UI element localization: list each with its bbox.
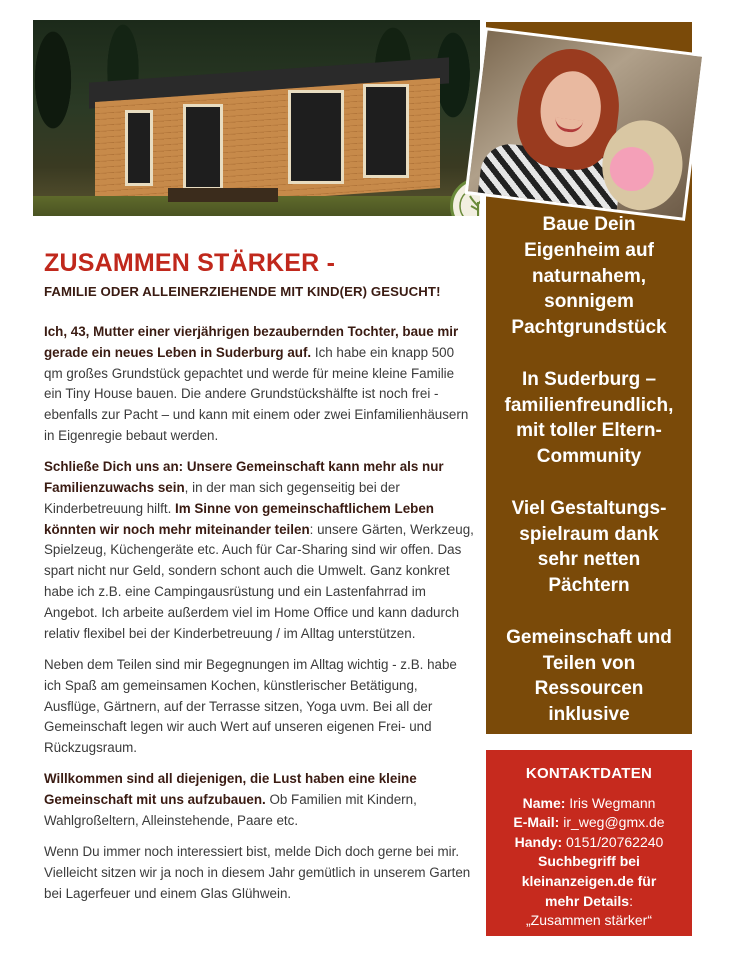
body-paragraph (44, 769, 474, 831)
contact-email-label: E-Mail: (513, 814, 560, 831)
tiny-house-photo (33, 20, 480, 216)
search-term: „Zusammen stärker“ (525, 912, 653, 929)
house-window (363, 84, 409, 178)
search-hint-bold: mehr Details (545, 892, 630, 909)
contact-phone[interactable]: 0151/20762240 (562, 833, 664, 850)
highlight-block: Viel Gestaltungs- spielraum dank sehr netten Pächtern (511, 497, 667, 597)
paragraph-text: Wenn Du immer noch interessiert bist, melde Dich doch gerne bei mir. Vielleicht sitzen wir ja noch in diesem Jahr gemütlich in unserem Garten bei Lagerfeuer und einem Glas Glühwein. (44, 844, 471, 901)
body-paragraph (44, 457, 474, 644)
search-hint-colon: : (629, 892, 633, 909)
body-paragraph (44, 655, 474, 759)
contact-phone-label: Handy: (514, 833, 563, 850)
house-door (183, 104, 223, 190)
search-hint-line (486, 892, 692, 912)
body-paragraph (44, 322, 474, 447)
paragraph-text: : unsere Gärten, Werkzeug, Spielzeug, Küchengeräte etc. Auch für Car-Sharing sind wir offen. Das spart nicht nur Geld, sondern schont auch die Umwelt. Ganz konkret habe ich z.B. eine Campingausrüstung und ein Lastenfahrrad im Angebot. Ich arbeite außerdem viel im Home Office und kann dadurch relativ flexibel bei der Kinderbetreuung / im Alltag unterstützen. (44, 521, 474, 641)
search-hint-line: Suchbegriff bei (538, 853, 640, 870)
body-paragraph (44, 842, 474, 904)
highlight-block: Baue Dein Eigenheim auf naturnahem, sonnigem Pachtgrundstück (511, 214, 667, 339)
house-window (288, 90, 344, 184)
house-deck (168, 188, 278, 202)
emphasis-text: Willkommen sind all diejenigen, die Lust haben eine kleine Gemeinschaft mit uns aufzubauen. (44, 771, 417, 808)
headline: ZUSAMMEN STÄRKER - (44, 249, 336, 277)
emphasis-text: Schließe Dich uns an: Unsere Gemeinschaft kann mehr als nur Familienzuwachs sein (44, 459, 444, 496)
paragraph-text: Neben dem Teilen sind mir Begegnungen im Alltag wichtig - z.B. habe ich Spaß am gemeinsamen Kochen, künstlerischer Betätigung, Ausflüge, Gärtnern, auf der Terrasse sitzen, Yoga uvm. Bei all der Gemeinschaft legen wir auch Wert auf unseren eigenen Frei- und Rückzugsraum. (44, 656, 457, 756)
paragraph-text: Ob Familien mit Kindern, Wahlgroßeltern, Alleinstehende, Paare etc. (44, 792, 417, 829)
paragraph-text: , in der man sich gegenseitig bei der Kinderbetreuung hilft. (44, 480, 400, 516)
house-window (125, 110, 153, 186)
contact-name: Iris Wegmann (565, 794, 656, 811)
emphasis-text: Ich, 43, Mutter einer vierjährigen bezaubernden Tochter, baue mir gerade ein neues Leben in Suderburg auf. (44, 324, 459, 360)
contact-box (486, 750, 692, 936)
portrait-photo (465, 27, 706, 221)
contact-phone-row (486, 833, 692, 853)
contact-email[interactable]: ir_weg@gmx.de (559, 814, 665, 831)
contact-name-label: Name: (522, 794, 566, 811)
contact-name-row (486, 794, 692, 814)
contact-email-row (486, 813, 692, 833)
contact-title: KONTAKTDATEN (525, 765, 653, 782)
emphasis-text: Im Sinne von gemeinschaftlichem Leben könnten wir noch mehr miteinander teilen (44, 500, 434, 537)
body-text (44, 322, 474, 915)
subheadline: FAMILIE ODER ALLEINERZIEHENDE MIT KIND(ER) GESUCHT! (44, 284, 441, 299)
highlight-block: In Suderburg – familienfreundlich, mit toller Eltern- Community (504, 368, 674, 468)
highlights-text (493, 212, 685, 754)
paragraph-text: Ich habe ein knapp 500 qm großes Grundstück gepachtet und werde für meine kleine Familie ein Tiny House bauen. Die andere Grundstückshälfte ist noch frei - ebenfalls zur Pacht – und kann mit einem oder zwei Einfamilienhäusern in Eigenregie bebaut werden. (44, 344, 469, 443)
search-hint-line: kleinanzeigen.de für (521, 872, 657, 889)
highlight-block: Gemeinschaft und Teilen von Ressourcen inklusive (506, 626, 672, 726)
